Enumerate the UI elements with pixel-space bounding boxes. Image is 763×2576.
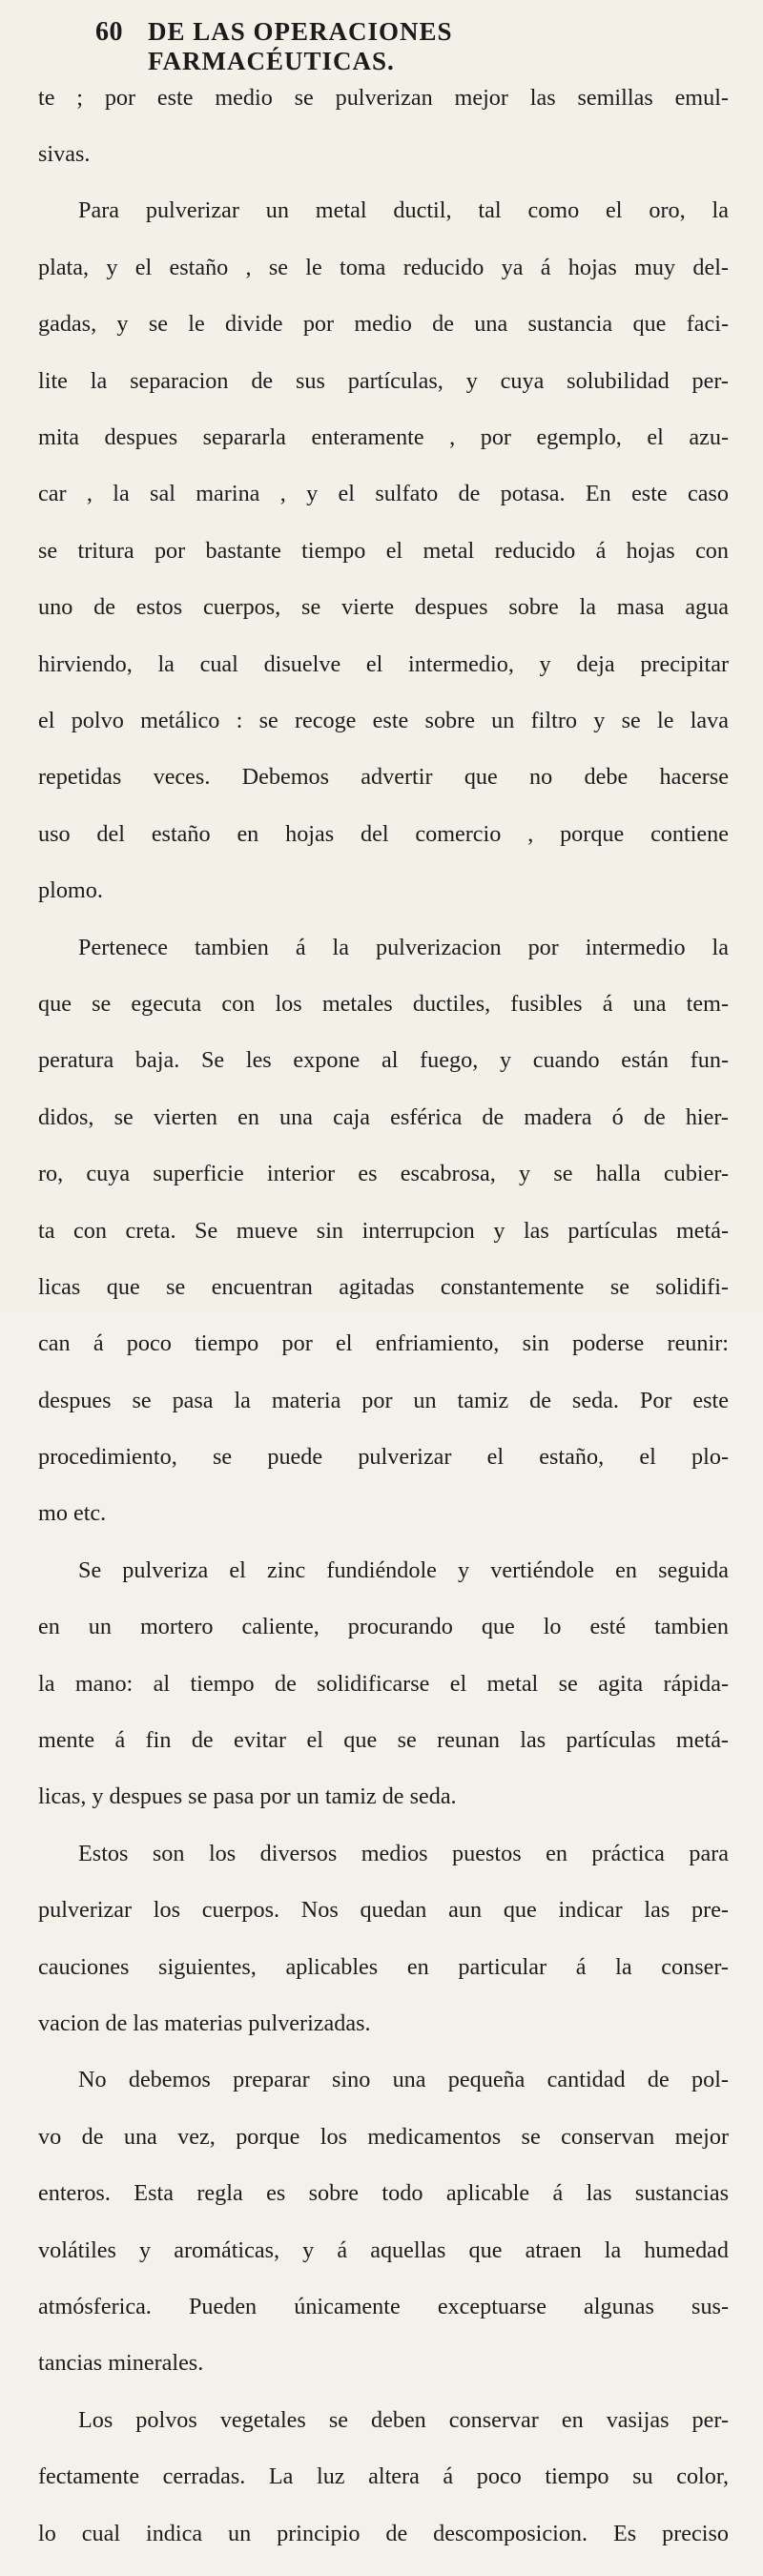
page-header bbox=[95, 17, 706, 75]
text-line: mo etc. bbox=[38, 1500, 107, 1527]
text-line: Para pulverizar un metal ductil, tal como el oro, la bbox=[78, 197, 729, 224]
text-line: ta con creta. Se mueve sin interrupcion y las partículas metá- bbox=[38, 1217, 729, 1244]
text-line: car , la sal marina , y el sulfato de potasa. En este caso bbox=[38, 481, 729, 507]
text-line: Los polvos vegetales se deben conservar en vasijas per- bbox=[78, 2406, 729, 2433]
text-line: mente á fin de evitar el que se reunan las partículas metá- bbox=[38, 1727, 729, 1754]
text-line: plomo. bbox=[38, 877, 103, 904]
text-line: repetidas veces. Debemos advertir que no debe hacerse bbox=[38, 764, 729, 791]
text-line: peratura baja. Se les expone al fuego, y cuando están fun- bbox=[38, 1047, 729, 1074]
text-line: vo de una vez, porque los medicamentos se conservan mejor bbox=[38, 2123, 729, 2150]
text-line: el polvo metálico : se recoge este sobre un filtro y se le lava bbox=[38, 708, 729, 733]
text-line: Estos son los diversos medios puestos en práctica para bbox=[78, 1840, 729, 1866]
text-line: la mano: al tiempo de solidificarse el metal se agita rápida- bbox=[38, 1670, 729, 1697]
text-line: fectamente cerradas. La luz altera á poco tiempo su color, bbox=[38, 2463, 729, 2490]
text-line: plata, y el estaño , se le toma reducido ya á hojas muy del- bbox=[38, 254, 729, 280]
text-line: volátiles y aromáticas, y á aquellas que atraen la humedad bbox=[38, 2236, 729, 2263]
text-line: atmósferica. Pueden únicamente exceptuarse algunas sus- bbox=[38, 2293, 729, 2319]
text-line: Se pulveriza el zinc fundiéndole y vertiéndole en seguida bbox=[78, 1556, 729, 1583]
text-line: vacion de las materias pulverizadas. bbox=[38, 2009, 371, 2036]
text-line: cauciones siguientes, aplicables en particular á la conser- bbox=[38, 1953, 729, 1980]
text-line: hirviendo, la cual disuelve el intermedio, y deja precipitar bbox=[38, 650, 729, 677]
text-line: despues se pasa la materia por un tamiz de seda. Por este bbox=[38, 1387, 729, 1413]
page-number: 60 bbox=[95, 17, 123, 47]
text-line: No debemos preparar sino una pequeña cantidad de pol- bbox=[78, 2067, 729, 2093]
text-line: Pertenece tambien á la pulverizacion por intermedio la bbox=[78, 934, 729, 960]
text-line: lite la separacion de sus partículas, y cuya solubilidad per- bbox=[38, 367, 729, 394]
text-line: se tritura por bastante tiempo el metal reducido á hojas con bbox=[38, 537, 729, 564]
text-line: mita despues separarla enteramente , por egemplo, el azu- bbox=[38, 424, 729, 451]
text-line: lo cual indica un principio de descomposicion. Es preciso bbox=[38, 2520, 729, 2546]
text-line: te ; por este medio se pulverizan mejor las semillas emul- bbox=[38, 84, 729, 111]
text-line: en un mortero caliente, procurando que lo esté tambien bbox=[38, 1614, 729, 1640]
body-text bbox=[38, 55, 729, 2576]
text-line: procedimiento, se puede pulverizar el estaño, el plo- bbox=[38, 1444, 729, 1471]
text-line: licas que se encuentran agitadas constantemente se solidifi- bbox=[38, 1273, 729, 1300]
text-line: enteros. Esta regla es sobre todo aplicable á las sustancias bbox=[38, 2180, 729, 2207]
text-line: ro, cuya superficie interior es escabrosa, y se halla cubier- bbox=[38, 1161, 729, 1187]
text-line: que se egecuta con los metales ductiles, fusibles á una tem- bbox=[38, 990, 729, 1017]
text-line: tancias minerales. bbox=[38, 2350, 204, 2377]
text-line: can á poco tiempo por el enfriamiento, sin poderse reunir: bbox=[38, 1330, 729, 1357]
text-line: uso del estaño en hojas del comercio , porque contiene bbox=[38, 820, 729, 847]
running-head: DE LAS OPERACIONES FARMACÉUTICAS. bbox=[148, 17, 453, 75]
text-line: licas, y despues se pasa por un tamiz de seda. bbox=[38, 1783, 457, 1810]
text-line: pulverizar los cuerpos. Nos quedan aun que indicar las pre- bbox=[38, 1897, 729, 1924]
text-line: uno de estos cuerpos, se vierte despues sobre la masa agua bbox=[38, 594, 729, 621]
text-line: gadas, y se le divide por medio de una sustancia que faci- bbox=[38, 311, 729, 338]
text-line: didos, se vierten en una caja esférica de madera ó de hier- bbox=[38, 1103, 729, 1130]
text-line: sivas. bbox=[38, 141, 91, 168]
